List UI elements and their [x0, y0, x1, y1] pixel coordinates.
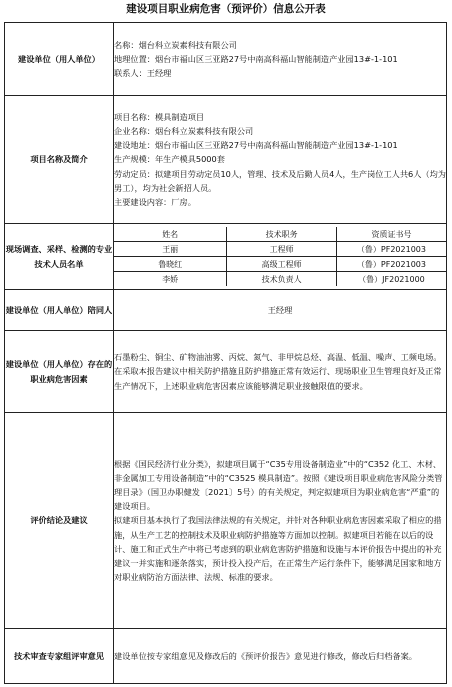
content-escort: 王经理	[114, 290, 447, 331]
row-review	[5, 629, 447, 684]
label-escort: 建设单位（用人单位）陪同人	[5, 290, 114, 331]
staff-title: 技术负责人	[227, 272, 337, 287]
unit-location: 地理位置：烟台市福山区三亚路27号中南高科福山智能制造产业园13#-1-101	[114, 53, 398, 64]
row-escort	[5, 290, 447, 331]
staff-header-cert: 资质证书号	[336, 227, 446, 242]
disclosure-table	[4, 22, 447, 684]
staff-row	[114, 272, 446, 287]
staff-title: 工程师	[227, 242, 337, 257]
row-unit	[5, 23, 447, 96]
conclusion-paragraph-1: 根据《国民经济行业分类》，拟建项目属于“C35专用设备制造业”中的“C352 化工、木材、非金属加工专用设备制造”中的“C3525 模具制造”。按照《建设项目职业病危害风险分类管理目录》（国卫办职健发〔2021〕5号）的有关规定，判定拟建项目为职业病危害“严重”的建设项目。	[114, 458, 443, 512]
label-hazards: 建设单位（用人单位）存在的职业病危害因素	[5, 331, 114, 413]
staff-row	[114, 257, 446, 272]
content-project	[114, 96, 447, 224]
row-hazards	[5, 331, 447, 413]
staff-name: 王丽	[114, 242, 227, 257]
conclusion-paragraph-2: 拟建项目基本执行了我国法律法规的有关规定，并针对各种职业病危害因素采取了相应的措施，从生产工艺的控制技术及职业病防护措施等方面加以控制。拟建项目若能在以后的设计、施工和正式生产中将已考虑到的职业病危害防护措施和设施与本评价报告中提出的补充建议一并实施和逐条落实，预计投入投产后，在正常生产运行条件下，能够满足国家和地方对职业病防治方面法律、法规、标准的要求。	[114, 515, 442, 583]
row-staff	[5, 224, 447, 290]
staff-name: 鲁晓红	[114, 257, 227, 272]
project-address: 建设地址：烟台市福山区三亚路27号中南高科福山智能制造产业园13#-1-101	[114, 140, 398, 151]
content-conclusion	[114, 413, 447, 629]
label-project: 项目名称及简介	[5, 96, 114, 224]
staff-header-row	[114, 227, 446, 242]
content-staff	[114, 224, 447, 290]
label-staff: 现场调查、采样、检测的专业技术人员名单	[5, 224, 114, 290]
project-company: 企业名称：烟台科立炭素科技有限公司	[114, 125, 254, 136]
project-construction: 主要建设内容：厂房。	[114, 197, 196, 207]
project-scale: 生产规模：年生产模具5000套	[114, 154, 225, 165]
staff-header-name: 姓名	[114, 227, 227, 242]
row-project	[5, 96, 447, 224]
staff-row	[114, 242, 446, 257]
content-hazards: 石墨粉尘、铜尘、矿物油油雾、丙烷、氮气、非甲烷总烃、高温、低温、噪声、工频电场。在采取本报告建议中相关防护措施且防护措施正常有效运行、现场职业卫生管理良好及正常生产情况下，上述职业病危害因素应该能够满足职业接触限值的要求。	[114, 331, 447, 413]
unit-contact: 联系人：王经理	[114, 68, 172, 79]
staff-table	[114, 227, 446, 286]
label-conclusion: 评价结论及建议	[5, 413, 114, 629]
label-unit: 建设单位（用人单位）	[5, 23, 114, 96]
unit-name: 名称：烟台科立炭素科技有限公司	[114, 39, 237, 50]
staff-cert: （鲁）PF2021003	[336, 257, 446, 272]
staff-header-title: 技术职务	[227, 227, 337, 242]
page-title: 建设项目职业病危害（预评价）信息公开表	[126, 3, 326, 15]
staff-cert: （鲁）JF2021000	[336, 272, 446, 287]
row-conclusion	[5, 413, 447, 629]
content-unit	[114, 23, 447, 96]
content-review: 建设单位按专家组意见及修改后的《预评价报告》意见进行修改，修改后归档备案。	[114, 629, 447, 684]
staff-cert: （鲁）PF2021003	[336, 242, 446, 257]
project-staffing: 劳动定员：拟建项目劳动定员10人，管理、技术及后勤人员4人，生产岗位工人共6人（均为男工），均为社会新招人员。	[114, 168, 446, 193]
staff-name: 李娇	[114, 272, 227, 287]
staff-title: 高级工程师	[227, 257, 337, 272]
project-name: 项目名称：模具制造项目	[114, 111, 205, 122]
label-review: 技术审查专家组评审意见	[5, 629, 114, 684]
